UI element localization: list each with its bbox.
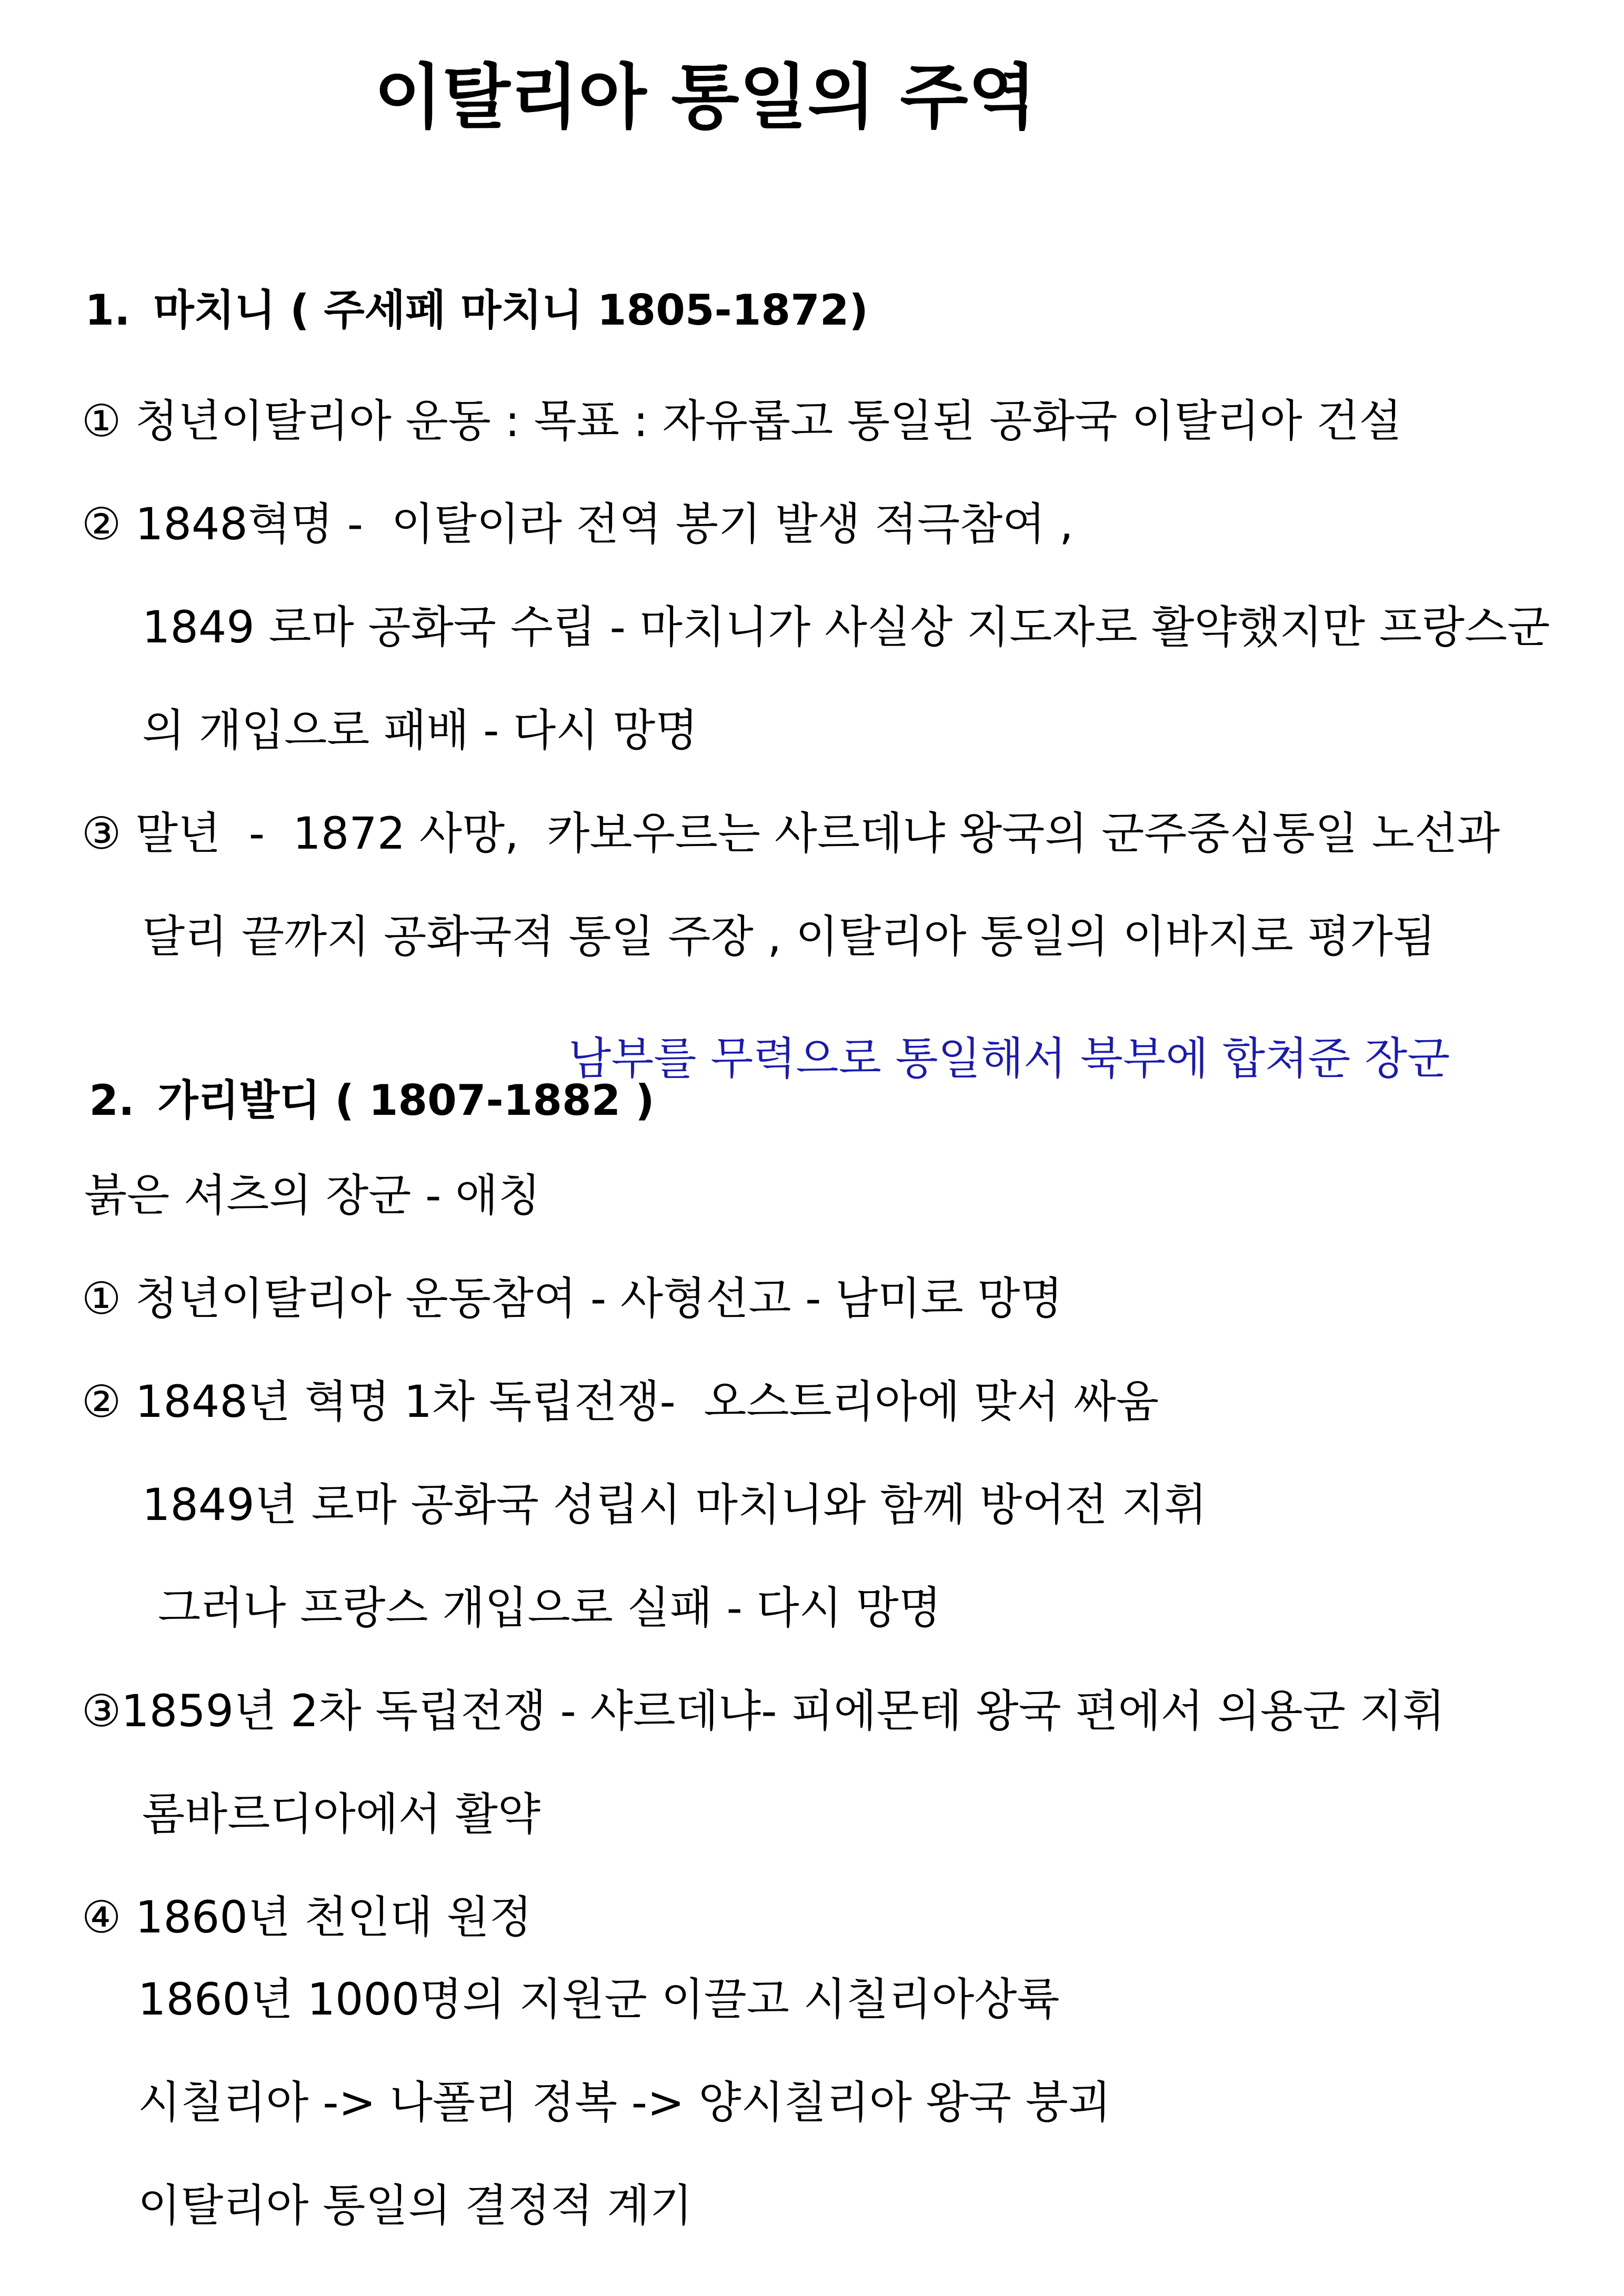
section-2-line-4: 1849년 로마 공화국 성립시 마치니와 함께 방어전 지휘 [142,1479,1207,1530]
section-2-heading [31,1038,655,1164]
section-1-line-4: 의 개입으로 패배 - 다시 망명 [142,704,698,756]
page-title: 이탈리아 통일의 주역 [374,56,1037,138]
section-2-line-1: 붉은 셔츠의 장군 - 애칭 [84,1170,541,1221]
section-2-heading-note: 남부를 무력으로 통일해서 북부에 합쳐준 장군 [568,1033,1450,1084]
section-2-line-3: ② 1848년 혁명 1차 독립전쟁- 오스트리아에 맞서 싸움 [82,1376,1159,1427]
section-2-line-10: 시칠리아 -> 나폴리 정복 -> 양시칠리아 왕국 붕괴 [138,2077,1111,2128]
section-2-line-9: 1860년 1000명의 지원군 이끌고 시칠리아상륙 [138,1973,1060,2025]
section-1-line-2: ② 1848혁명 - 이탈이라 전역 봉기 발생 적극참여 , [82,498,1074,550]
section-2-line-6: ③1859년 2차 독립전쟁 - 샤르데냐- 피에몬테 왕국 편에서 의용군 지휘 [82,1685,1445,1737]
section-2-line-8: ④ 1860년 천인대 원정 [82,1891,533,1943]
section-2-title: 가리발디 ( 1807-1882 ) [157,1076,655,1125]
section-2-line-11: 이탈리아 통일의 결정적 계기 [138,2180,693,2231]
section-1-line-3: 1849 로마 공화국 수립 - 마치니가 사실상 지도자로 활약했지만 프랑스군 [142,601,1550,653]
section-1-title: 마치니 ( 주세페 마치니 1805-1872) [153,286,868,335]
section-2-line-7: 롬바르디아에서 활약 [142,1788,540,1840]
section-1-heading [26,247,868,374]
section-1-line-5: ③ 말년 - 1872 사망, 카보우르는 사르데냐 왕국의 군주중심통일 노선과 [82,808,1500,859]
section-1-number: 1. [85,286,131,335]
section-1-line-6: 달리 끝까지 공화국적 통일 주장 , 이탈리아 통일의 이바지로 평가됨 [142,911,1436,962]
section-2-line-5: 그러나 프랑스 개입으로 실패 - 다시 망명 [158,1582,941,1634]
section-2-number: 2. [89,1076,135,1125]
section-1-line-1: ① 청년이탈리아 운동 : 목표 : 자유롭고 통일된 공화국 이탈리아 건설 [82,395,1402,447]
section-2-line-2: ① 청년이탈리아 운동참여 - 사형선고 - 남미로 망명 [82,1273,1063,1324]
